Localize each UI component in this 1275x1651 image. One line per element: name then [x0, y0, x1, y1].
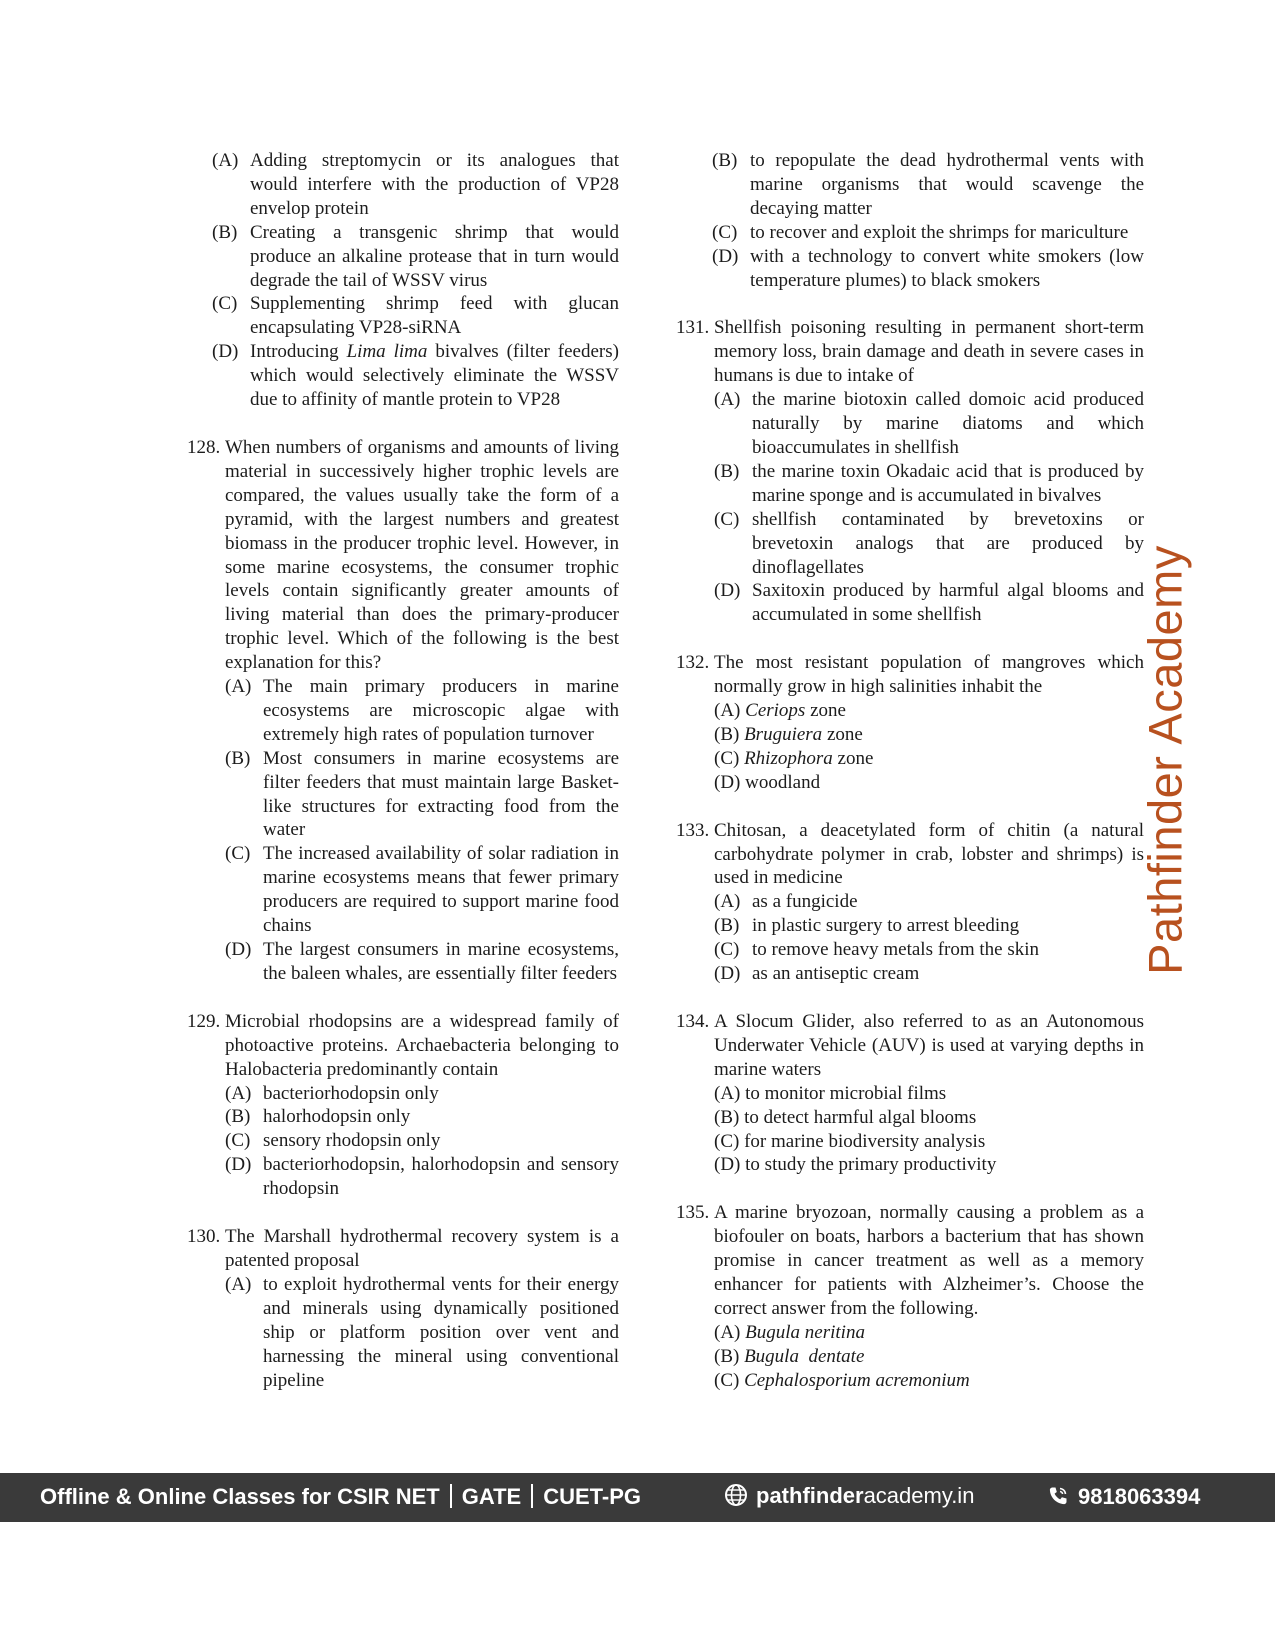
- option-134-b: (B) to detect harmful algal blooms: [714, 1106, 977, 1128]
- footer-classes: [40, 1484, 641, 1510]
- question-number: 133.: [676, 819, 710, 841]
- question-128: [187, 436, 619, 986]
- question-131: [676, 316, 1144, 627]
- question-132: [676, 651, 1144, 794]
- footer-website-link[interactable]: pathfinderacademy.in: [724, 1483, 974, 1509]
- question-number: 134.: [676, 1011, 710, 1032]
- option-130-c: (C) to recover and exploit the shrimps for mariculture: [712, 221, 1129, 243]
- option-133-c: (C) to remove heavy metals from the skin: [714, 939, 1040, 961]
- globe-icon: [724, 1483, 748, 1507]
- option-127-d: (D) Introducing Lima lima bivalves (filter feeders) which would selectively eliminate the WSSV due to affinity of mantle protein to VP28: [212, 341, 619, 411]
- question-130: [187, 1225, 619, 1392]
- option-129-d: (D) bacteriorhodopsin, halorhodopsin and sensory rhodopsin: [225, 1154, 619, 1200]
- side-brand-watermark: Pathfinder Academy: [1138, 545, 1192, 975]
- option-130-d: (D) with a technology to convert white smokers (low temperature plumes) to black smokers: [712, 245, 1144, 291]
- footer-exam-cuet: CUET-PG: [543, 1484, 642, 1509]
- question-127-options: [187, 149, 619, 412]
- question-stem: A marine bryozoan, normally causing a problem as a biofouler on boats, harbors a bacterium that has shown promise in cancer treatment as well as a memory enhancer for patients with Alzheimer’s. Choose the correct answer from the following.: [714, 1202, 1144, 1319]
- option-131-d: (D) Saxitoxin produced by harmful algal blooms and accumulated in some shellfish: [714, 580, 1144, 626]
- question-stem: Microbial rhodopsins are a widespread family of photoactive proteins. Archaebacteria belonging to Halobacteria predominantly contain: [225, 1010, 619, 1080]
- question-stem: When numbers of organisms and amounts of living material in successively higher trophic levels are compared, the values usually take the form of a pyramid, with the largest numbers and greatest biomass in the producer trophic level. However, in some marine ecosystems, the consumer trophic levels contain significantly greater amounts of living material than does the primary-producer trophic level. Which of the following is the best explanation for this?: [225, 436, 619, 674]
- footer-phone[interactable]: 9818063394: [1046, 1484, 1200, 1510]
- option-128-c: (C) The increased availability of solar radiation in marine ecosystems means that fewer primary producers are required to support marine food chains: [225, 843, 619, 937]
- option-135-a: (A) Bugula neritina: [714, 1321, 865, 1343]
- option-131-c: (C) shellfish contaminated by brevetoxins or brevetoxin analogs that are produced by dinoflagellates: [714, 508, 1144, 578]
- question-stem: Chitosan, a deacetylated form of chitin (a natural carbohydrate polymer in crab, lobster and shrimps) is used in medicine: [714, 819, 1144, 889]
- footer-exam-gate: GATE: [461, 1484, 522, 1509]
- option-132-b: (B) Bruguiera zone: [714, 723, 863, 745]
- option-132-d: (D) woodland: [714, 771, 821, 793]
- option-130-b: (B) to repopulate the dead hydrothermal vents with marine organisms that would scavenge the decaying matter: [712, 150, 1144, 219]
- option-132-a: (A) Ceriops zone: [714, 700, 846, 722]
- question-134: [676, 1010, 1144, 1177]
- question-135: [676, 1201, 1144, 1392]
- option-135-c: (C) Cephalosporium acremonium: [714, 1369, 970, 1391]
- question-number: 128.: [187, 436, 221, 458]
- question-number: 131.: [676, 317, 710, 339]
- option-131-b: (B) the marine toxin Okadaic acid that is produced by marine sponge and is accumulated in bivalves: [714, 460, 1144, 506]
- question-stem: A Slocum Glider, also referred to as an Autonomous Underwater Vehicle (AUV) is used at varying depths in marine waters: [714, 1011, 1144, 1080]
- option-132-c: (C) Rhizophora zone: [714, 747, 874, 769]
- footer-class-prefix: Offline & Online Classes for CSIR NET: [40, 1484, 440, 1509]
- question-stem: Shellfish poisoning resulting in permanent short-term memory loss, brain damage and death in severe cases in humans is due to intake of: [714, 317, 1144, 387]
- footer-bar: [0, 1473, 1275, 1522]
- option-127-c: (C) Supplementing shrimp feed with glucan encapsulating VP28-siRNA: [212, 293, 619, 339]
- option-131-a: (A) the marine biotoxin called domoic acid produced naturally by marine diatoms and which bioaccumulates in shellfish: [714, 389, 1144, 458]
- phone-icon: [1046, 1484, 1070, 1508]
- question-133: [676, 819, 1144, 986]
- question-number: 132.: [676, 652, 710, 674]
- question-number: 135.: [676, 1202, 710, 1224]
- option-130-a: (A) to exploit hydrothermal vents for their energy and minerals using dynamically positioned ship or platform position over vent and harnessing the mineral using conventional pipeline: [225, 1273, 619, 1391]
- option-134-d: (D) to study the primary productivity: [714, 1154, 997, 1176]
- option-133-d: (D) as an antiseptic cream: [714, 963, 920, 985]
- option-133-a: (A) as a fungicide: [714, 891, 858, 913]
- question-129: [187, 1010, 619, 1201]
- footer-separator: [450, 1484, 452, 1508]
- option-128-b: (B) Most consumers in marine ecosystems are filter feeders that must maintain large Basket-like structures for extracting food from the water: [225, 747, 619, 841]
- option-134-c: (C) for marine biodiversity analysis: [714, 1130, 986, 1152]
- question-130-options: [712, 149, 1144, 292]
- left-column: [187, 149, 619, 1416]
- question-stem: The most resistant population of mangroves which normally grow in high salinities inhabit the: [714, 652, 1144, 698]
- option-127-a: (A) Adding streptomycin or its analogues that would interfere with the production of VP28 envelop protein: [212, 150, 619, 219]
- question-stem: The Marshall hydrothermal recovery system is a patented proposal: [225, 1226, 619, 1271]
- footer-separator: [531, 1484, 533, 1508]
- option-129-c: (C) sensory rhodopsin only: [225, 1130, 441, 1152]
- option-127-b: (B) Creating a transgenic shrimp that would produce an alkaline protease that in turn would degrade the tail of WSSV virus: [212, 221, 619, 291]
- question-number: 130.: [187, 1226, 221, 1248]
- option-133-b: (B) in plastic surgery to arrest bleeding: [714, 915, 1020, 937]
- option-129-a: (A) bacteriorhodopsin only: [225, 1082, 439, 1104]
- option-128-d: (D) The largest consumers in marine ecosystems, the baleen whales, are essentially filter feeders: [225, 939, 619, 984]
- question-number: 129.: [187, 1010, 221, 1032]
- option-135-b: (B) Bugula dentate: [714, 1345, 865, 1367]
- right-column: [676, 149, 1144, 1417]
- option-129-b: (B) halorhodopsin only: [225, 1106, 411, 1128]
- option-128-a: (A) The main primary producers in marine ecosystems are microscopic algae with extremely high rates of population turnover: [225, 676, 619, 745]
- option-134-a: (A) to monitor microbial films: [714, 1082, 947, 1104]
